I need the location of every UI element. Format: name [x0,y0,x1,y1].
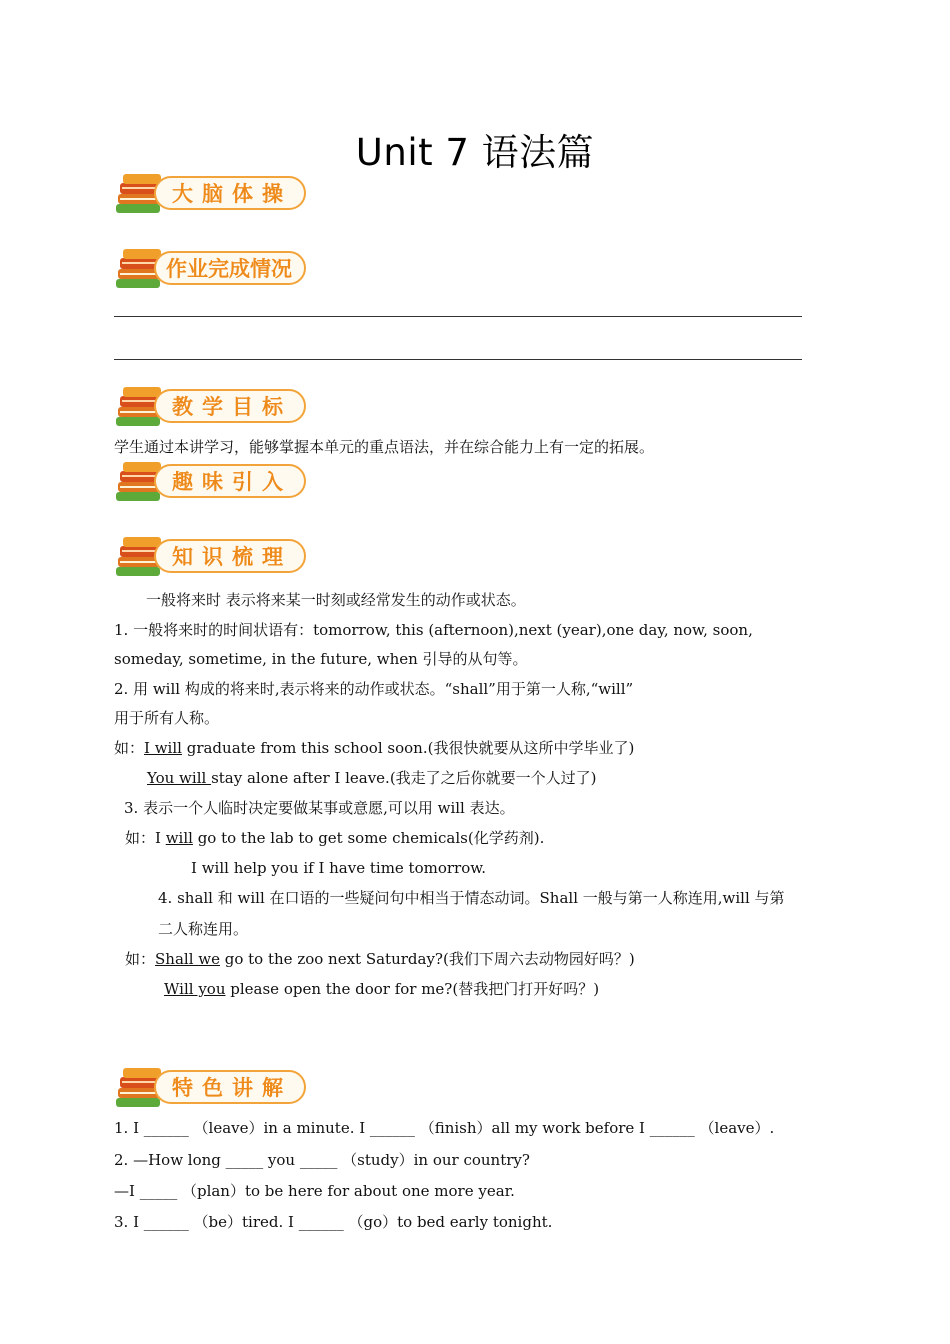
exercise-1: 1. I ______ （leave）in a minute. I ______ （finish）all my work before I ______ （leave）. [114,1119,775,1137]
exercise-2-answer: —I _____ （plan）to be here for about one more year. [114,1182,515,1200]
section-badge-intro [114,458,314,510]
example-text: go to the lab to get some chemicals(化学药剂). [192,829,545,847]
section-heading: 特色讲解 [172,1076,292,1100]
section-heading: 作业完成情况 [166,257,292,281]
example-1 [114,738,634,758]
exercise-2: 2. —How long _____ you _____ （study）in our country? [114,1151,530,1169]
example-2 [147,768,597,788]
example-text: please open the door for me?(替我把门打开好吗？) [225,980,600,998]
example-text: graduate from this school soon.(我很快就要从这所中学毕业了) [181,739,635,757]
section-badge-special [114,1064,314,1116]
section-badge-knowledge [114,533,314,585]
example-text: go to the zoo next Saturday?(我们下周六去动物园好吗？) [219,950,635,968]
example-4: I will help you if I have time tomorrow. [191,859,487,877]
section-badge-goals [114,383,314,435]
section-badge-brain [114,170,314,222]
example-prefix: 如： [125,950,156,968]
goals-text: 学生通过本讲学习，能够掌握本单元的重点语法，并在综合能力上有一定的拓展。 [114,438,655,456]
example-keyword: Will you [164,980,226,998]
section-heading: 教学目标 [172,395,292,419]
point-2-line-a: 2. 用 will 构成的将来时,表示将来的动作或状态。“shall”用于第一人称,“will” [114,680,634,698]
point-3: 3. 表示一个人临时决定要做某事或意愿,可以用 will 表达。 [124,799,515,817]
point-2-line-b: 用于所有人称。 [114,709,220,727]
section-badge-homework [114,245,314,297]
point-4-line-a: 4. shall 和 will 在口语的一些疑问句中相当于情态动词。Shall 一般与第一人称连用,will 与第 [158,889,785,907]
answer-line [114,316,802,317]
example-5 [125,949,635,969]
point-1-line-a: 1. 一般将来时的时间状语有：tomorrow, this (afternoon),next (year),one day, now, soon, [114,621,753,639]
answer-line [114,359,802,360]
section-heading: 趣味引入 [172,470,292,494]
example-prefix: 如： [114,739,145,757]
knowledge-heading: 一般将来时 表示将来某一时刻或经常发生的动作或状态。 [146,591,526,609]
section-heading: 大脑体操 [172,182,292,206]
point-4-line-b: 二人称连用。 [158,920,249,938]
point-1-line-b: someday, sometime, in the future, when 引导的从句等。 [114,650,528,668]
example-keyword: Shall we [155,950,220,968]
example-prefix: 如：I [125,829,166,847]
example-keyword: I will [144,739,182,757]
example-keyword: You will [147,769,212,787]
page-title: Unit 7 语法篇 [355,131,595,174]
example-keyword: will [165,829,193,847]
exercise-3: 3. I ______ （be）tired. I ______ （go）to bed early tonight. [114,1213,553,1231]
example-6 [164,979,599,999]
section-heading: 知识梳理 [172,545,292,569]
example-3 [125,828,544,848]
example-text: stay alone after I leave.(我走了之后你就要一个人过了) [211,769,597,787]
